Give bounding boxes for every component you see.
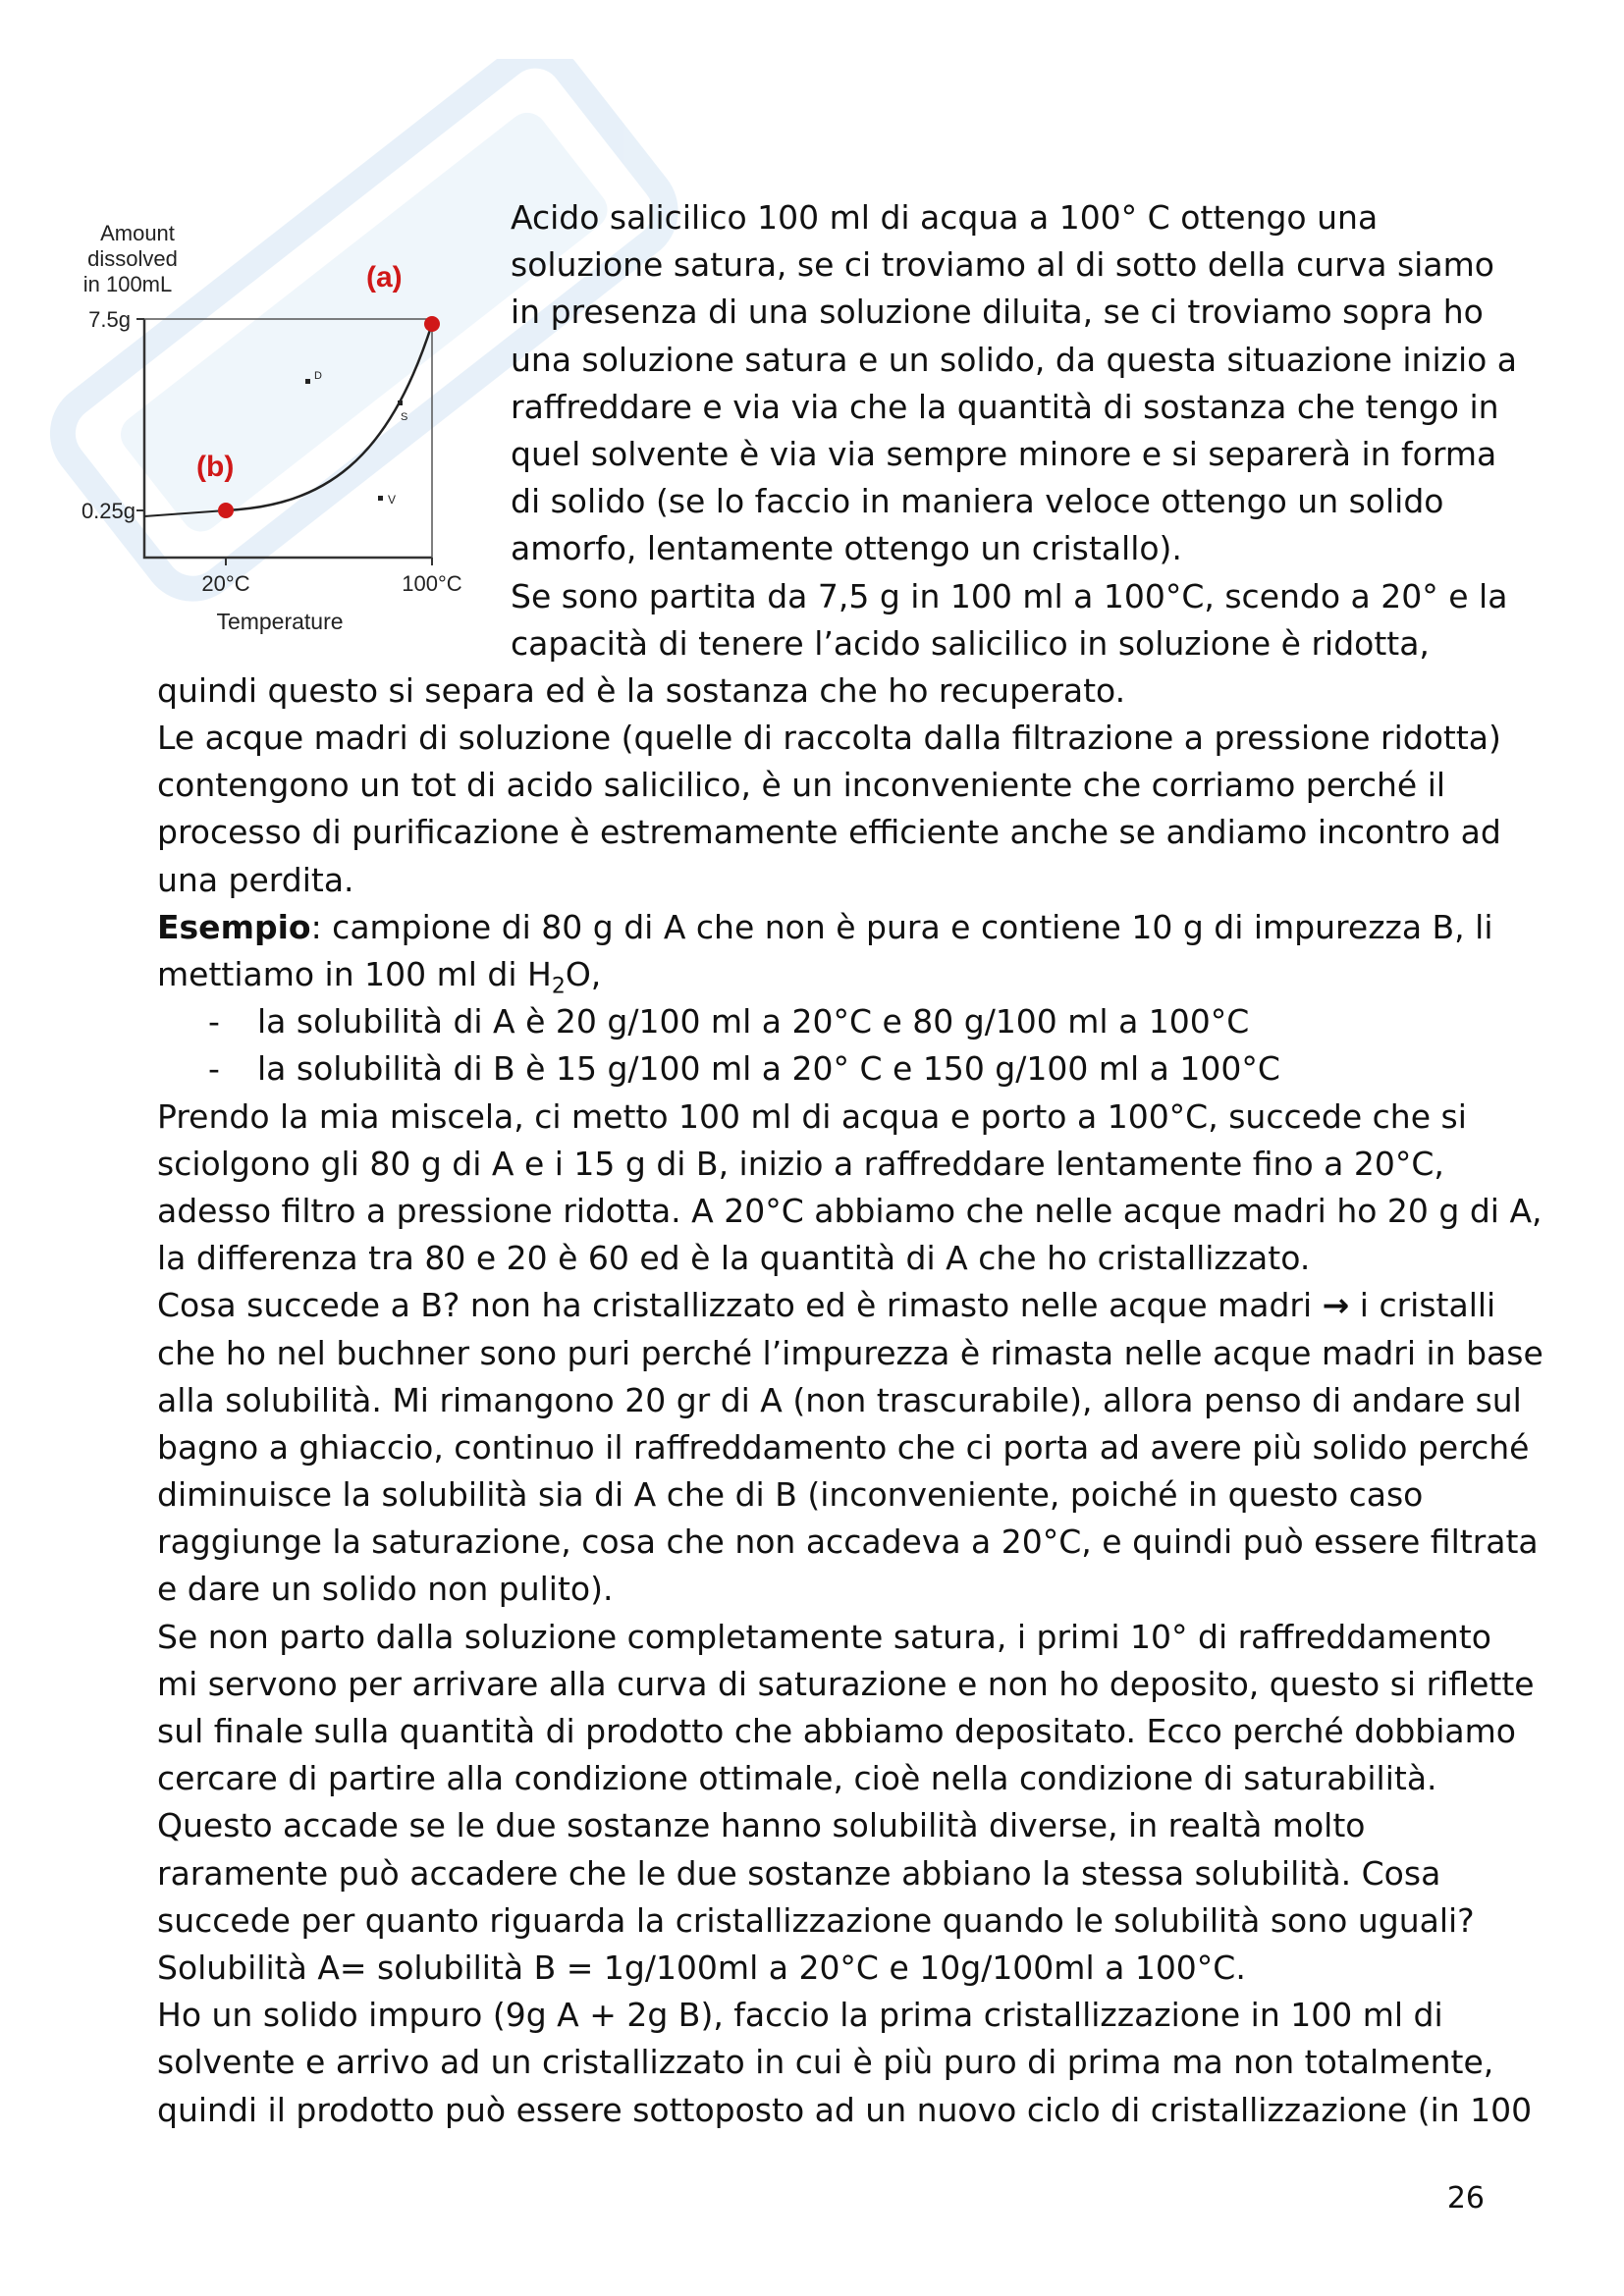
x-tick-label-left: 20°C — [201, 571, 250, 596]
page-number: 26 — [1446, 2181, 1485, 2216]
text-line — [157, 194, 1483, 241]
label-b: (b) — [196, 451, 235, 483]
line-text: la solubilità di B è 15 g/100 ml a 20° C e 150 g/100 ml a 100°C — [257, 1049, 1280, 1089]
bullet-item — [157, 1045, 1483, 1093]
line-text: solvente e arrivo ad un cristallizzato in cui è più puro di prima ma non totalmente, — [157, 2043, 1494, 2082]
bold-term: Esempio — [157, 907, 311, 946]
line-text: succede per quanto riguarda la cristallizzazione quando le solubilità sono uguali? — [157, 1900, 1475, 1940]
line-text: in presenza di una soluzione diluita, se ci troviamo sopra ho — [511, 293, 1484, 332]
line-text: Le acque madri di soluzione (quelle di raccolta dalla filtrazione a pressione ridotta) — [157, 719, 1501, 758]
line-text: raramente può accadere che le due sostanze abbiano la stessa solubilità. Cosa — [157, 1853, 1441, 1893]
text-line — [157, 1802, 1483, 1849]
line-text: e dare un solido non pulito). — [157, 1570, 614, 1609]
text-line — [157, 1188, 1543, 1235]
text-line — [157, 620, 1483, 667]
text-line — [157, 2039, 1494, 2086]
body-text — [157, 194, 1543, 2134]
line-text: soluzione satura, se ci troviamo al di sotto della curva siamo — [511, 245, 1494, 285]
line-text: contengono un tot di acido salicilico, è un inconveniente che corriamo perché il — [157, 766, 1446, 805]
point-d-label: D — [314, 370, 322, 382]
text-line — [157, 1330, 1543, 1377]
line-text: che ho nel buchner sono puri perché l’impurezza è rimasta nelle acque madri in base — [157, 1333, 1543, 1372]
line-text: quindi il prodotto può essere sottoposto ad un nuovo ciclo di cristallizzazione (in 100 — [157, 2090, 1533, 2129]
line-text: capacità di tenere l’acido salicilico in soluzione è ridotta, — [511, 623, 1430, 663]
line-text: quel solvente è via via sempre minore e si separerà in forma — [511, 434, 1497, 473]
line-text: Acido salicilico 100 ml di acqua a 100° C ottengo una — [511, 198, 1379, 237]
x-tick-label-right: 100°C — [402, 571, 462, 596]
subscript: 2 — [551, 974, 566, 999]
text-line — [157, 1424, 1530, 1471]
text-line — [157, 384, 1499, 431]
arrow-icon: → — [1322, 1286, 1350, 1325]
line-text: sciolgono gli 80 g di A e i 15 g di B, inizio a raffreddare lentamente fino a 20°C, — [157, 1144, 1444, 1183]
text-line — [157, 289, 1483, 336]
line-text: mi servono per arrivare alla curva di saturazione e non ho deposito, questo si riflette — [157, 1664, 1535, 1703]
line-text: raggiunge la saturazione, cosa che non accadeva a 20°C, e quindi può essere filtrata — [157, 1522, 1539, 1562]
line-text: mettiamo in 100 ml di H — [157, 955, 552, 993]
line-text: processo di purificazione è estremamente efficiente anche se andiamo incontro ad — [157, 813, 1501, 852]
line-text: amorfo, lentamente ottengo un cristallo). — [511, 529, 1182, 568]
line-text: : campione di 80 g di A che non è pura e contiene 10 g di impurezza B, li — [310, 907, 1493, 946]
text-line — [157, 478, 1483, 525]
text-line — [157, 1471, 1483, 1519]
line-text: la differenza tra 80 e 20 è 60 ed è la quantità di A che ho cristallizzato. — [157, 1239, 1311, 1278]
text-line — [157, 1282, 1496, 1329]
text-line — [157, 1377, 1522, 1424]
line-text: Questo accade se le due sostanze hanno solubilità diverse, in realtà molto — [157, 1806, 1366, 1845]
line-text: una perdita. — [157, 860, 354, 899]
x-axis-label: Temperature — [216, 609, 344, 634]
line-text: Ho un solido impuro (9g A + 2g B), faccio la prima cristallizzazione in 100 ml di — [157, 1996, 1443, 2035]
text-line — [157, 1235, 1483, 1282]
text-line — [157, 951, 1483, 998]
bullet-item — [157, 998, 1483, 1045]
line-text: quindi questo si separa ed è la sostanza che ho recuperato. — [157, 670, 1126, 710]
point-s-label: S — [401, 411, 408, 423]
line-text: di solido (se lo faccio in maniera veloce ottengo un solido — [511, 482, 1444, 521]
line-text: bagno a ghiaccio, continuo il raffreddamento che ci porta ad avere più solido perché — [157, 1427, 1530, 1467]
text-line — [157, 857, 1483, 904]
y-tick-label-bottom: 0.25g — [81, 499, 135, 523]
text-line — [157, 1661, 1535, 1708]
line-text: Cosa succede a B? non ha cristallizzato ed è rimasto nelle acque madri — [157, 1286, 1323, 1325]
text-line — [157, 431, 1497, 478]
line-text: adesso filtro a pressione ridotta. A 20°C abbiamo che nelle acque madri ho 20 g di A, — [157, 1191, 1543, 1230]
line-text-continued: O, — [565, 955, 602, 993]
line-text: Solubilità A= solubilità B = 1g/100ml a 20°C e 10g/100ml a 100°C. — [157, 1948, 1246, 1987]
bullet-dash: - — [208, 1049, 220, 1089]
text-line — [157, 1708, 1516, 1755]
line-text: raffreddare e via via che la quantità di sostanza che tengo in — [511, 387, 1499, 426]
text-line — [157, 809, 1501, 856]
text-line — [157, 2087, 1533, 2134]
text-line — [157, 1897, 1483, 1945]
line-text: una soluzione satura e un solido, da questa situazione inizio a — [511, 340, 1518, 379]
text-line — [157, 525, 1483, 572]
y-axis-label-line-1: Amount — [100, 221, 175, 245]
text-line — [157, 667, 1483, 715]
text-line — [157, 1850, 1483, 1897]
y-axis-label-line-3: in 100mL — [82, 272, 173, 296]
text-line — [157, 573, 1508, 620]
text-line — [157, 1992, 1483, 2039]
text-line — [157, 1094, 1483, 1141]
text-line — [157, 1945, 1483, 1992]
bullet-dash: - — [208, 1002, 220, 1041]
line-text: Prendo la mia miscela, ci metto 100 ml di acqua e porto a 100°C, succede che si — [157, 1096, 1467, 1136]
line-text: Se non parto dalla soluzione completamente satura, i primi 10° di raffreddamento — [157, 1617, 1491, 1656]
line-text: diminuisce la solubilità sia di A che di B (inconveniente, poiché in questo caso — [157, 1475, 1424, 1515]
line-text: la solubilità di A è 20 g/100 ml a 20°C e 80 g/100 ml a 100°C — [257, 1002, 1250, 1041]
point-v-label: V — [388, 493, 397, 507]
line-text-continued: i cristalli — [1349, 1286, 1496, 1325]
text-line — [157, 904, 1493, 951]
text-line — [157, 1614, 1491, 1661]
text-line — [157, 1566, 1483, 1613]
text-line — [157, 762, 1483, 809]
y-tick-label-top: 7.5g — [88, 307, 131, 332]
text-line — [157, 241, 1494, 289]
line-text: Se sono partita da 7,5 g in 100 ml a 100°C, scendo a 20° e la — [511, 576, 1508, 615]
label-a: (a) — [366, 261, 403, 294]
y-axis-label-line-2: dissolved — [87, 246, 178, 271]
text-line — [157, 1519, 1539, 1566]
line-text: cercare di partire alla condizione ottimale, cioè nella condizione di saturabilità. — [157, 1759, 1437, 1798]
text-line — [157, 1141, 1483, 1188]
text-line — [157, 715, 1501, 762]
line-text: sul finale sulla quantità di prodotto che abbiamo depositato. Ecco perché dobbiamo — [157, 1712, 1516, 1750]
text-line — [157, 337, 1518, 384]
text-line — [157, 1755, 1483, 1802]
line-text: alla solubilità. Mi rimangono 20 gr di A (non trascurabile), allora penso di andare sul — [157, 1380, 1522, 1419]
